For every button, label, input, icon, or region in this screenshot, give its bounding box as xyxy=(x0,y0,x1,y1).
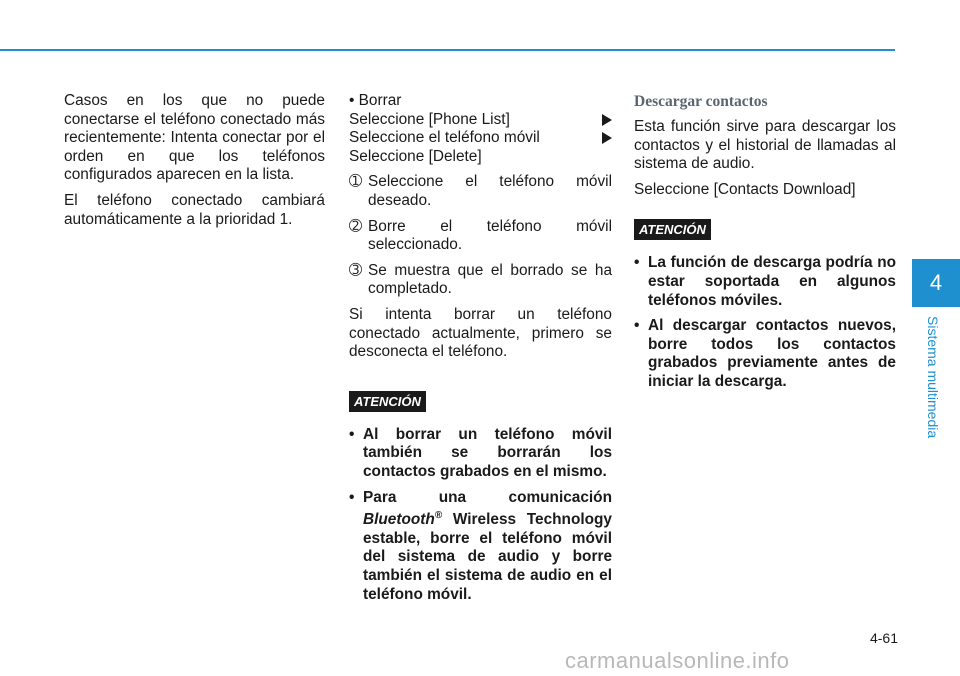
instruction-contacts-download: Seleccione [Contacts Download] xyxy=(634,180,856,198)
step-number: ➁ xyxy=(349,217,362,235)
column-2 xyxy=(349,92,612,611)
instruction-select-phone xyxy=(349,129,612,148)
step-text: Se muestra que el borrado se ha completado. xyxy=(368,261,612,298)
list-item: • Al borrar un teléfono móvil también se borrarán los contactos grabados en el mismo. xyxy=(349,425,612,480)
attention-list xyxy=(349,426,612,604)
page-number: 4-61 xyxy=(869,630,898,646)
list-item: • Para una comunicación Bluetooth® Wireless Technology estable, borre el teléfono móvil del sistema de audio y borre también el sistema de audio en el teléfono móvil. xyxy=(349,488,612,603)
paragraph-download-description: Esta función sirve para descargar los contactos y el historial de llamadas al sistema de audio. xyxy=(634,118,896,173)
arrow-right-icon xyxy=(602,114,612,126)
watermark: carmanualsonline.info xyxy=(565,648,790,673)
bullet-text: La función de descarga podría no estar soportada en algunos teléfonos móviles. xyxy=(648,254,896,309)
delete-heading: • Borrar xyxy=(349,92,402,109)
instruction-delete: Seleccione [Delete] xyxy=(349,147,482,165)
step-text: Borre el teléfono móvil seleccionado. xyxy=(368,217,612,254)
step-text: Seleccione el teléfono móvil deseado. xyxy=(368,173,612,209)
section-title: Descargar contactos xyxy=(634,93,768,110)
step-2 xyxy=(349,218,612,255)
column-1 xyxy=(64,92,325,236)
list-item: • La función de descarga podría no estar soportada en algunos teléfonos móviles. xyxy=(634,254,896,309)
bluetooth-brand: Bluetooth xyxy=(363,511,435,529)
bullet-text: Al descargar contactos nuevos, borre todos los contactos grabados previamente antes de iniciar la descarga. xyxy=(648,317,896,390)
step-number: ➀ xyxy=(349,173,362,191)
column-3 xyxy=(634,92,896,399)
instruction-select-phone-text: Seleccione el teléfono móvil xyxy=(349,129,540,147)
step-1 xyxy=(349,173,612,210)
chapter-tab[interactable]: 4 xyxy=(912,259,960,307)
bullet-text: Para una comunicación Bluetooth® Wireless Technology estable, borre el teléfono móvil del sistema de audio y borre también el sistema de audio en el teléfono móvil. xyxy=(363,488,612,603)
bullet-text: Al borrar un teléfono móvil también se borrarán los contactos grabados en el mismo. xyxy=(363,425,612,480)
step-number: ➂ xyxy=(349,261,362,279)
attention-list xyxy=(634,254,896,391)
instruction-phone-list xyxy=(349,111,612,130)
list-item: • Al descargar contactos nuevos, borre todos los contactos grabados previamente antes de iniciar la descarga. xyxy=(634,317,896,390)
paragraph-disconnect: Si intenta borrar un teléfono conectado actualmente, primero se desconecta el teléfono. xyxy=(349,305,612,361)
top-rule xyxy=(0,49,895,51)
paragraph-priority: El teléfono conectado cambiará automáticamente a la prioridad 1. xyxy=(64,191,325,228)
paragraph-connection-order: Casos en los que no puede conectarse el teléfono conectado más recientemente: Intenta conectar por el orden en que los teléfonos configurados aparecen en la lista. xyxy=(64,92,325,184)
instruction-phone-list-text: Seleccione [Phone List] xyxy=(349,110,510,128)
arrow-right-icon xyxy=(602,132,612,144)
attention-badge: ATENCIÓN xyxy=(349,391,426,412)
attention-badge: ATENCIÓN xyxy=(634,219,711,240)
chapter-title: Sistema multimedia xyxy=(925,316,941,439)
step-3 xyxy=(349,262,612,299)
